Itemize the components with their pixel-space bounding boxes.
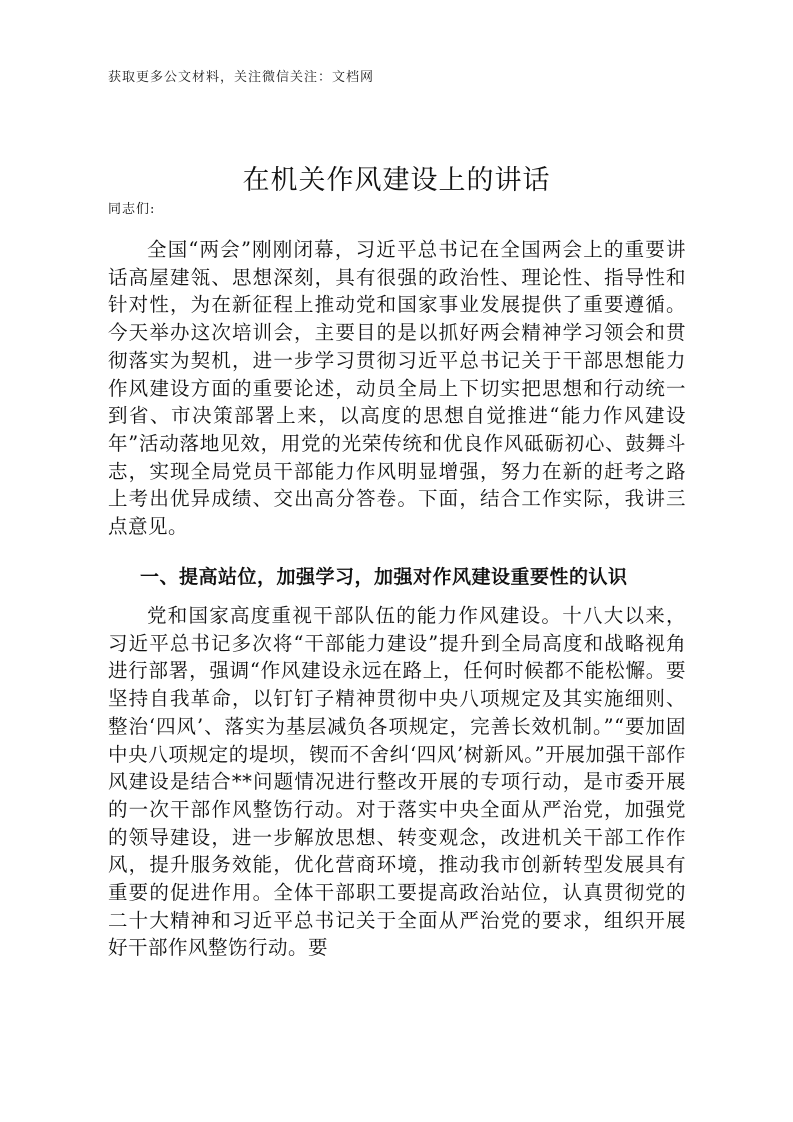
document-title: 在机关作风建设上的讲话	[242, 165, 551, 197]
salutation: 同志们:	[108, 202, 156, 217]
paragraph: 党和国家高度重视干部队伍的能力作风建设。十八大以来，习近平总书记多次将“干部能力建设”提升到全局高度和战略视角进行部署，强调“作风建设永远在路上，任何时候都不能松懈。要坚持自我革命，以钉钉子精神贯彻中央八项规定及其实施细则、整治‘四风’、落实为基层减负各项规定，完善长效机制。”“要加固中央八项规定的堤坝，锲而不舍纠‘四风’树新风。”开展加强干部作风建设是结合**问题情况进行整改开展的专项行动，是市委开展的一次干部作风整饬行动。对于落实中央全面从严治党，加强党的领导建设，进一步解放思想、转变观念，改进机关干部工作作风，提升服务效能，优化营商环境，推动我市创新转型发展具有重要的促进作用。全体干部职工要提高政治站位，认真贯彻党的二十大精神和习近平总书记关于全面从严治党的要求，组织开展好干部作风整饬行动。要	[108, 604, 686, 960]
section-1-body	[108, 602, 686, 962]
section-heading: 一、提高站位，加强学习，加强对作风建设重要性的认识	[140, 566, 628, 588]
header-note: 获取更多公文材料，关注微信关注：文档网	[108, 70, 375, 85]
paragraph: 全国“两会”刚刚闭幕，习近平总书记在全国两会上的重要讲话高屋建瓴、思想深刻，具有很强的政治性、理论性、指导性和针对性，为在新征程上推动党和国家事业发展提供了重要遵循。今天举办这次培训会，主要目的是以抓好两会精神学习领会和贯彻落实为契机，进一步学习贯彻习近平总书记关于干部思想能力作风建设方面的重要论述，动员全局上下切实把思想和行动统一到省、市决策部署上来，以高度的思想自觉推进“能力作风建设年”活动落地见效，用党的光荣传统和优良作风砥砺初心、鼓舞斗志，实现全局党员干部能力作风明显增强，努力在新的赶考之路上考出优异成绩、交出高分答卷。下面，结合工作实际，我讲三点意见。	[108, 238, 686, 539]
intro-section	[108, 236, 686, 541]
